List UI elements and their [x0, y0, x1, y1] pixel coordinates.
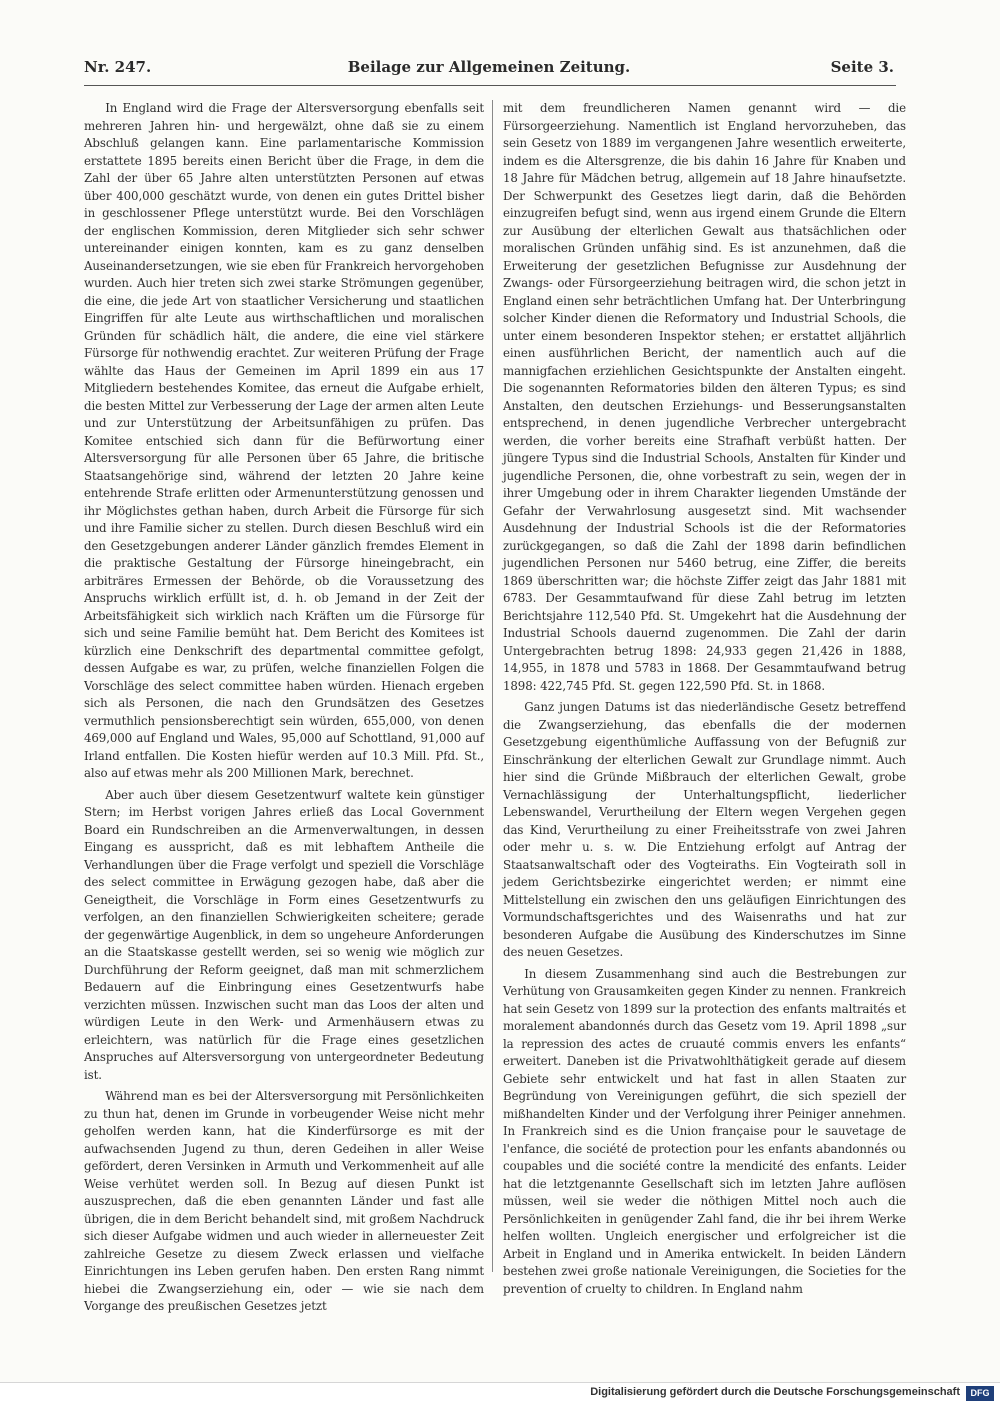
paragraph: Aber auch über diesem Gesetzentwurf waltete kein günstiger Stern; im Herbst vorigen Jahres erließ das Local Government Board ein Rundschreiben an die Armenverwaltungen, in dessen Eingang es ausspricht, daß es mit lebhaftem Antheile die Verhandlungen über die Frage verfolgt und speziell die Vorschläge des select committee in Erwägung gezogen habe, daß aber die Geneigtheit, die Vorschläge in Form eines Gesetzentwurfs zu verfolgen, an den finanziellen Schwierigkeiten scheitere; gerade der gegenwärtige Augenblick, in dem so ungeheure Anforderungen an die Staatskasse gestellt werden, sei so wenig wie möglich zur Durchführung der Reform geeignet, daß man mit schmerzlichem Bedauern auf die Einbringung eines Gesetzentwurfs habe verzichten müssen. Inzwischen sucht man das Loos der alten und würdigen Leute in den Werk- und Armenhäusern etwas zu erleichtern, was natürlich für die Frage eines gesetzlichen Anspruches auf Altersversorgung von untergeordneter Bedeutung ist.: [84, 787, 484, 1082]
right-column: [503, 100, 906, 1300]
dfg-logo: DFG: [966, 1386, 994, 1401]
newspaper-title: Beilage zur Allgemeinen Zeitung.: [347, 58, 631, 76]
page-number: Seite 3.: [830, 58, 894, 76]
paragraph: Ganz jungen Datums ist das niederländische Gesetz betreffend die Zwangserziehung, das ebenfalls die der modernen Gesetzgebung eigenthümliche Auffassung von der Befugniß zur Einschränkung der elterlichen Gewalt zur Grundlage nimmt. Auch hier sind die Gründe Mißbrauch der elterlichen Gewalt, grobe Vernachlässigung der Unterhaltungspflicht, liederlicher Lebenswandel, Verurtheilung der Eltern wegen Vergehen gegen das Kind, Verurtheilung zu einer Freiheitsstrafe von zwei Jahren oder mehr u. s. w. Die Entziehung erfolgt auf Antrag der Staatsanwaltschaft oder des Vogteiraths. Ein Vogteirath soll in jedem Gerichtsbezirke eingerichtet werden; er nimmt eine Mittelstellung ein zwischen den uns geläufigen Einrichtungen des Vormundschaftsgerichtes und des Waisenraths und hat zur besonderen Aufgabe die Ausübung des Kinderschutzes im Sinne des neuen Gesetzes.: [503, 700, 906, 959]
issue-number: Nr. 247.: [84, 58, 152, 76]
funding-note: Digitalisierung gefördert durch die Deutsche Forschungsgemeinschaft: [590, 1386, 960, 1398]
paragraph: Während man es bei der Altersversorgung mit Persönlichkeiten zu thun hat, denen im Grunde in vorbeugender Weise nicht mehr geholfen werden kann, hat die Kinderfürsorge es mit der aufwachsenden Jugend zu thun, deren Gedeihen in aller Weise gefördert, deren Versinken in Armuth und Verkommenheit auf alle Weise verhütet werden soll. In Bezug auf diesen Punkt ist auszusprechen, daß die eben genannten Länder und fast alle übrigen, die in dem Bericht behandelt sind, mit großem Nachdruck sich dieser Aufgabe widmen und auch wieder in allerneuester Zeit zahlreiche Gesetze zu diesem Zweck erlassen und vielfache Einrichtungen ins Leben gerufen haben. Den ersten Rang nimmt hiebei die Zwangserziehung ein, oder — wie sie nach dem Vorgange des preußischen Gesetzes jetzt: [84, 1089, 484, 1313]
page-header: [84, 58, 894, 84]
column-divider: [492, 100, 493, 1272]
left-column: [84, 100, 484, 1313]
header-rule: [84, 85, 896, 86]
footer-bar: [0, 1382, 1000, 1405]
paragraph: In diesem Zusammenhang sind auch die Bestrebungen zur Verhütung von Grausamkeiten gegen Kinder zu nennen. Frankreich hat sein Gesetz von 1899 sur la protection des enfants maltraités et moralement abandonnés durch das Gesetz vom 19. April 1898 „sur la repression des actes de cruauté commis envers les enfants“ erweitert. Daneben ist die Privatwohlthätigkeit gerade auf diesem Gebiete sehr entwickelt und hat fast in allen Staaten zur Begründung von Vereinigungen geführt, die sich speziell der mißhandelten Kinder und der Verfolgung ihrer Peiniger annehmen. In Frankreich sind es die Union française pour le sauvetage de l'enfance, die société de protection pour les enfants abandonnés ou coupables und die société contre la mendicité des enfants. Leider hat die letztgenannte Gesellschaft sich im letzten Jahre auflösen müssen, weil sie weder die nöthigen Mittel noch auch die Persönlichkeiten in genügender Zahl fand, die ihr bei ihrem Werke helfen wollten. Ungleich energischer und erfolgreicher ist die Arbeit in England und in Amerika entwickelt. In beiden Ländern bestehen zwei große nationale Vereinigungen, die Societies for the prevention of cruelty to children. In England nahm: [503, 966, 906, 1296]
paragraph: mit dem freundlicheren Namen genannt wird — die Fürsorgeerziehung. Namentlich ist England hervorzuheben, das sein Gesetz von 1889 im vergangenen Jahre wesentlich erweiterte, indem es die Altersgrenze, die bis dahin 16 Jahre für Knaben und 18 Jahre für Mädchen betrug, allgemein auf 18 Jahre hinaufsetzte. Der Schwerpunkt des Gesetzes liegt darin, daß die Behörden einzugreifen befugt sind, wenn aus irgend einem Grunde die Eltern zur Ausübung der elterlichen Gewalt aus thatsächlichen oder moralischen Gründen unfähig sind. Es ist anzunehmen, daß die Erweiterung der gesetzlichen Befugnisse zur Ausdehnung der Zwangs- oder Fürsorgeerziehung beitragen wird, die schon jetzt in England einen sehr beträchtlichen Umfang hat. Der Unterbringung solcher Kinder dienen die Reformatory und Industrial Schools, die unter einem besonderen Inspektor stehen; er erstattet alljährlich einen ausführlichen Bericht, der namentlich auch auf die mannigfachen erziehlichen Gesichtspunkte der Anstalten eingeht. Die sogenannten Reformatories bilden den älteren Typus; es sind Anstalten, den deutschen Erziehungs- und Besserungsanstalten entsprechend, in denen jugendliche Verbrecher untergebracht werden, die vorher bereits eine Strafhaft verbüßt hatten. Der jüngere Typus sind die Industrial Schools, Anstalten für Kinder und jugendliche Personen, die, ohne vorbestraft zu sein, wegen der in ihrer Umgebung oder in ihrem Charakter liegenden Umstände der Gefahr der Verwahrlosung ausgesetzt sind. Mit wachsender Ausdehnung der Industrial Schools ist die der Reformatories zurückgegangen, so daß die Zahl der 1898 darin befindlichen jugendlichen Personen nur 5460 betrug, eine Ziffer, die bereits 1869 überschritten war; die höchste Ziffer zeigt das Jahr 1881 mit 6783. Der Gesammtaufwand für diese Zahl betrug im letzten Berichtsjahre 112,540 Pfd. St. Umgekehrt hat die Ausdehnung der Industrial Schools dauernd zugenommen. Die Zahl der darin Untergebrachten betrug 1898: 24,933 gegen 21,426 in 1888, 14,955, in 1878 und 5783 in 1868. Der Gesammtaufwand betrug 1898: 422,745 Pfd. St. gegen 122,590 Pfd. St. in 1868.: [503, 101, 906, 693]
paragraph: In England wird die Frage der Altersversorgung ebenfalls seit mehreren Jahren hin- und hergewälzt, ohne daß sie zu einem Abschluß gelangen kann. Eine parlamentarische Kommission erstattete 1895 bereits einen Bericht über die Frage, in dem die Zahl der über 65 Jahre alten unterstützten Personen auf etwas über 400,000 geschätzt wurde, von denen ein gutes Drittel bisher in geschlossener Pflege unterstützt wurde. Bei den Vorschlägen der englischen Kommission, deren Mitglieder sich sehr schwer untereinander einigen konnten, kam es zu ganz denselben Auseinandersetzungen, wie sie eben für Frankreich hervorgehoben wurden. Auch hier treten sich zwei starke Strömungen gegenüber, die eine, die jede Art von staatlicher Versicherung und staatlichen Eingriffen für alte Leute aus wirthschaftlichen und moralischen Gründen für schädlich hält, die andere, die eine viel stärkere Fürsorge für nothwendig erachtet. Zur weiteren Prüfung der Frage wählte das Haus der Gemeinen im April 1899 ein aus 17 Mitgliedern bestehendes Komitee, das erneut die Aufgabe erhielt, die besten Mittel zur Verbesserung der Lage der armen alten Leute und zur Unterstützung der Arbeitsunfähigen zu prüfen. Das Komitee entschied sich dann für die Befürwortung einer Altersversorgung für alle Personen über 65 Jahre, die britische Staatsangehörige sind, während der letzten 20 Jahre keine entehrende Strafe erlitten oder Armenunterstützung genossen und ihr Möglichstes gethan haben, durch Arbeit die Fürsorge für sich und ihre Familie sicher zu stellen. Durch diesen Beschluß wird ein den Gesetzgebungen anderer Länder gänzlich fremdes Element in die praktische Gestaltung der Fürsorge hineingebracht, ein arbiträres Ermessen der Behörde, ob die Voraussetzung des Anspruchs wirklich erfüllt ist, d. h. ob Jemand in der Zeit der Arbeitsfähigkeit sich wirklich nach Kräften um die Fürsorge für sich und seine Familie bemüht hat. Dem Bericht des Komitees ist kürzlich eine Denkschrift des departmental committee gefolgt, dessen Aufgabe es war, zu prüfen, welche finanziellen Folgen die Vorschläge des select committee haben würden. Hienach ergeben sich als Personen, die nach den Grundsätzen des Gesetzes vermuthlich pensionsberechtigt sein würden, 655,000, von denen 469,000 auf England und Wales, 95,000 auf Schottland, 91,000 auf Irland entfallen. Die Kosten hiefür werden auf 10.3 Mill. Pfd. St., also auf etwas mehr als 200 Millionen Mark, berechnet.: [84, 101, 484, 780]
